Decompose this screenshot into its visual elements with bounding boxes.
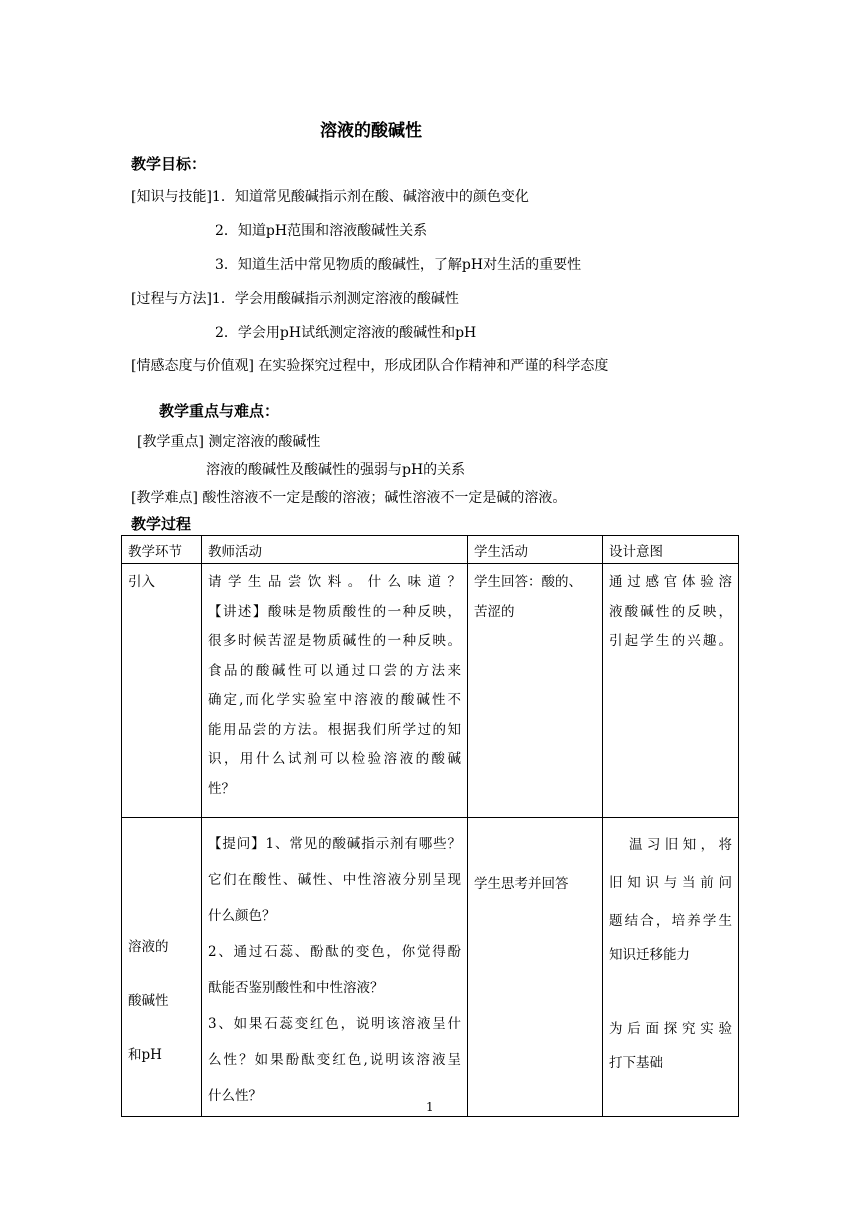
objective-process-1: [过程与方法]1．学会用酸碱指示剂测定溶液的酸碱性 (131, 291, 459, 307)
teaching-process-table (121, 535, 739, 1117)
header-stage: 教学环节 (122, 536, 202, 564)
row1-teacher: 请学生品尝饮料。什么味道？ 【讲述】酸味是物质酸性的一种反映， 很多时候苦涩是物质碱性的一种反映。 食品的酸碱性可以通过口尝的方法来 确定,而化学实验室中溶液的酸碱性不 能用品尝的方法。根据我们所学过的知 识，用什么试剂可以检验溶液的酸碱 性？ (202, 564, 468, 818)
teaching-focus-2: 溶液的酸碱性及酸碱性的强弱与pH的关系 (206, 462, 466, 478)
row2-student: 学生思考并回答 (468, 818, 603, 1117)
key-points-heading: 教学重点与难点： (159, 402, 280, 420)
table-row (122, 564, 739, 818)
document-title: 溶液的酸碱性 (320, 121, 422, 141)
objective-process-2: 2．学会用pH试纸测定溶液的酸碱性和pH (215, 325, 477, 341)
row2-teacher: 【提问】1、常见的酸碱指示剂有哪些？ 它们在酸性、碱性、中性溶液分别呈现 什么颜色？ 2、通过石蕊、酚酞的变色，你觉得酚 酞能否鉴别酸性和中性溶液？ 3、如果石蕊变红色，说明该溶液呈什 么性？如果酚酞变红色,说明该溶液呈 什么性？ (202, 818, 468, 1117)
objective-attitude: [情感态度与价值观] 在实验探究过程中，形成团队合作精神和严谨的科学态度 (131, 358, 609, 374)
row1-stage: 引入 (122, 564, 202, 818)
teaching-difficulty: [教学难点] 酸性溶液不一定是酸的溶液；碱性溶液不一定是碱的溶液。 (131, 490, 567, 506)
row1-student: 学生回答：酸的、 苦涩的 (468, 564, 603, 818)
teaching-focus-1: [教学重点] 测定溶液的酸碱性 (137, 434, 321, 450)
row1-intent: 通过感官体验溶 液酸碱性的反映， 引起学生的兴趣。 (603, 564, 739, 818)
header-student: 学生活动 (468, 536, 603, 564)
header-intent: 设计意图 (603, 536, 739, 564)
objective-knowledge-2: 2．知道pH范围和溶液酸碱性关系 (215, 223, 428, 239)
row2-stage: 溶液的 酸碱性 和pH (122, 818, 202, 1117)
objective-knowledge-3: 3．知道生活中常见物质的酸碱性，了解pH对生活的重要性 (215, 257, 582, 273)
objectives-heading: 教学目标： (131, 155, 207, 173)
header-teacher: 教师活动 (202, 536, 468, 564)
table-row (122, 818, 739, 1117)
process-heading: 教学过程 (131, 515, 192, 533)
page-number: 1 (426, 1100, 434, 1114)
table-header-row (122, 536, 739, 564)
objective-knowledge-1: [知识与技能]1．知道常见酸碱指示剂在酸、碱溶液中的颜色变化 (131, 189, 529, 205)
row2-intent: 温习旧知，将 旧知识与当前问 题结合，培养学生 知识迁移能力 为后面探究实验 打下基础 (603, 818, 739, 1117)
